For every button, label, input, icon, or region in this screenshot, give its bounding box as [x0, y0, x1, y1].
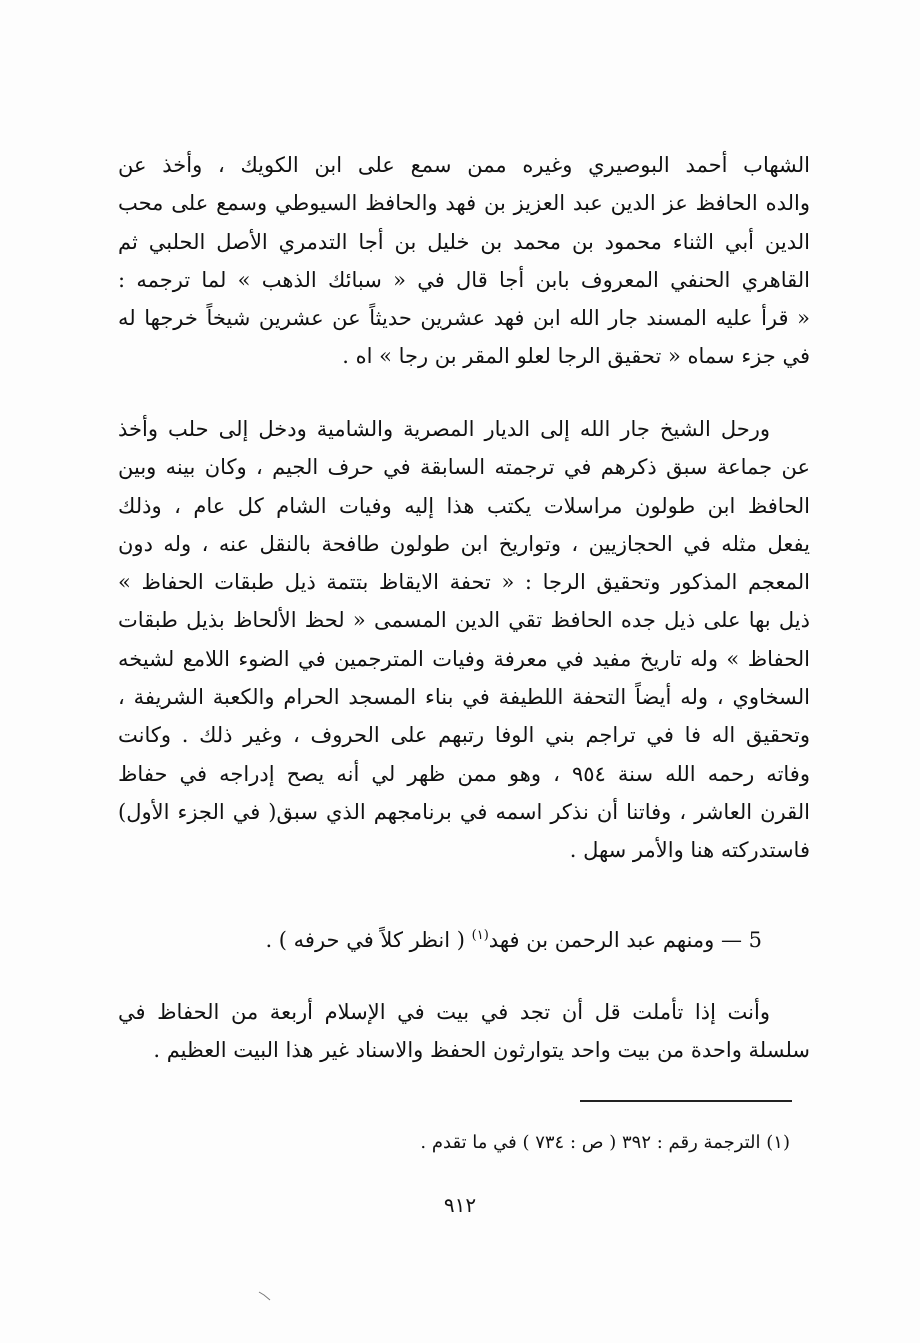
- paragraph-1-line-4: القاهري الحنفي المعروف بابن أجا قال في « سبائك الذهب » لما ترجمه :: [118, 267, 810, 292]
- paragraph-4: [118, 993, 810, 1070]
- paragraph-2-line-1: ورحل الشيخ جار الله إلى الديار المصرية والشامية ودخل إلى حلب وأخذ: [118, 417, 770, 441]
- paragraph-1-line-6: في جزء سماه « تحقيق الرجا لعلو المقر بن رجا » اه .: [342, 344, 810, 369]
- paragraph-2-line-2: عن جماعة سبق ذكرهم في ترجمته السابقة في حرف الجيم ، وكان بينه وبين: [118, 455, 810, 480]
- paragraph-3-text-before-ref: 5 — ومنهم عبد الرحمن بن فهد: [488, 928, 762, 952]
- paragraph-3-line: [118, 917, 810, 959]
- paragraph-2-line-11: القرن العاشر ، وفاتنا أن نذكر اسمه في برنامجهم الذي سبق( في الجزء الأول): [118, 799, 810, 824]
- paragraph-2-line-10: وفاته رحمه الله سنة ٩٥٤ ، وهو ممن ظهر لي أنه يصح إدراجه في حفاظ: [118, 761, 810, 786]
- footnote-separator: [580, 1100, 792, 1102]
- paragraph-2-line-5: المعجم المذكور وتحقيق الرجا : « تحفة الايقاظ بتتمة ذيل طبقات الحفاظ »: [118, 570, 810, 595]
- paragraph-1: [118, 146, 810, 376]
- paragraph-2: [118, 410, 810, 870]
- paragraph-1-line-5: « قرأ عليه المسند جار الله ابن فهد عشرين حديثاً عن عشرين شيخاً خرجها له: [118, 306, 810, 331]
- paragraph-2-line-9: وتحقيق اله فا في تراجم بني الوفا رتبهم على الحروف ، وغير ذلك . وكانت: [118, 723, 810, 748]
- paragraph-2-line-6: ذيل بها على ذيل جده الحافظ تقي الدين المسمى « لحظ الألحاظ بذيل طبقات: [118, 608, 810, 633]
- paragraph-2-line-3: الحافظ ابن طولون مراسلات يكتب هذا إليه وفيات الشام كل عام ، وذلك: [118, 493, 810, 518]
- footnote-reference-mark[interactable]: (١): [471, 928, 489, 943]
- footnote: (١) الترجمة رقم : ٣٩٢ ( ص : ٧٣٤ ) في ما تقدم .: [420, 1132, 790, 1153]
- paragraph-3: [118, 917, 810, 959]
- scan-speck-mark: [258, 1290, 272, 1302]
- paragraph-2-line-12: فاستدركته هنا والأمر سهل .: [569, 838, 810, 863]
- paragraph-4-line-2: سلسلة واحدة من بيت واحد يتوارثون الحفظ والاسناد غير هذا البيت العظيم .: [153, 1038, 810, 1063]
- paragraph-1-line-3: الدين أبي الثناء محمود بن محمد بن خليل بن أجا التدمري الأصل الحلبي ثم: [118, 229, 810, 254]
- paragraph-2-line-4: يفعل مثله في الحجازيين ، وتواريخ ابن طولون طافحة بالنقل عنه ، وله دون: [118, 531, 810, 556]
- paragraph-1-line-2: والده الحافظ عز الدين عبد العزيز بن فهد والحافظ السيوطي وسمع على محب: [118, 191, 810, 216]
- paragraph-1-line-1: الشهاب أحمد البوصيري وغيره ممن سمع على ابن الكويك ، وأخذ عن: [118, 153, 810, 177]
- paragraph-2-line-7: الحفاظ » وله تاريخ مفيد في معرفة وفيات المترجمين في الضوء اللامع لشيخه: [118, 646, 810, 671]
- paragraph-4-line-1: وأنت إذا تأملت قل أن تجد في بيت في الإسلام أربعة من الحفاظ في: [118, 1000, 770, 1024]
- paragraph-3-text-after-ref: ( انظر كلاً في حرفه ) .: [265, 928, 472, 952]
- page-number: ٩١٢: [443, 1193, 477, 1217]
- paragraph-2-line-8: السخاوي ، وله أيضاً التحفة اللطيفة في بناء المسجد الحرام والكعبة الشريفة ،: [118, 685, 810, 710]
